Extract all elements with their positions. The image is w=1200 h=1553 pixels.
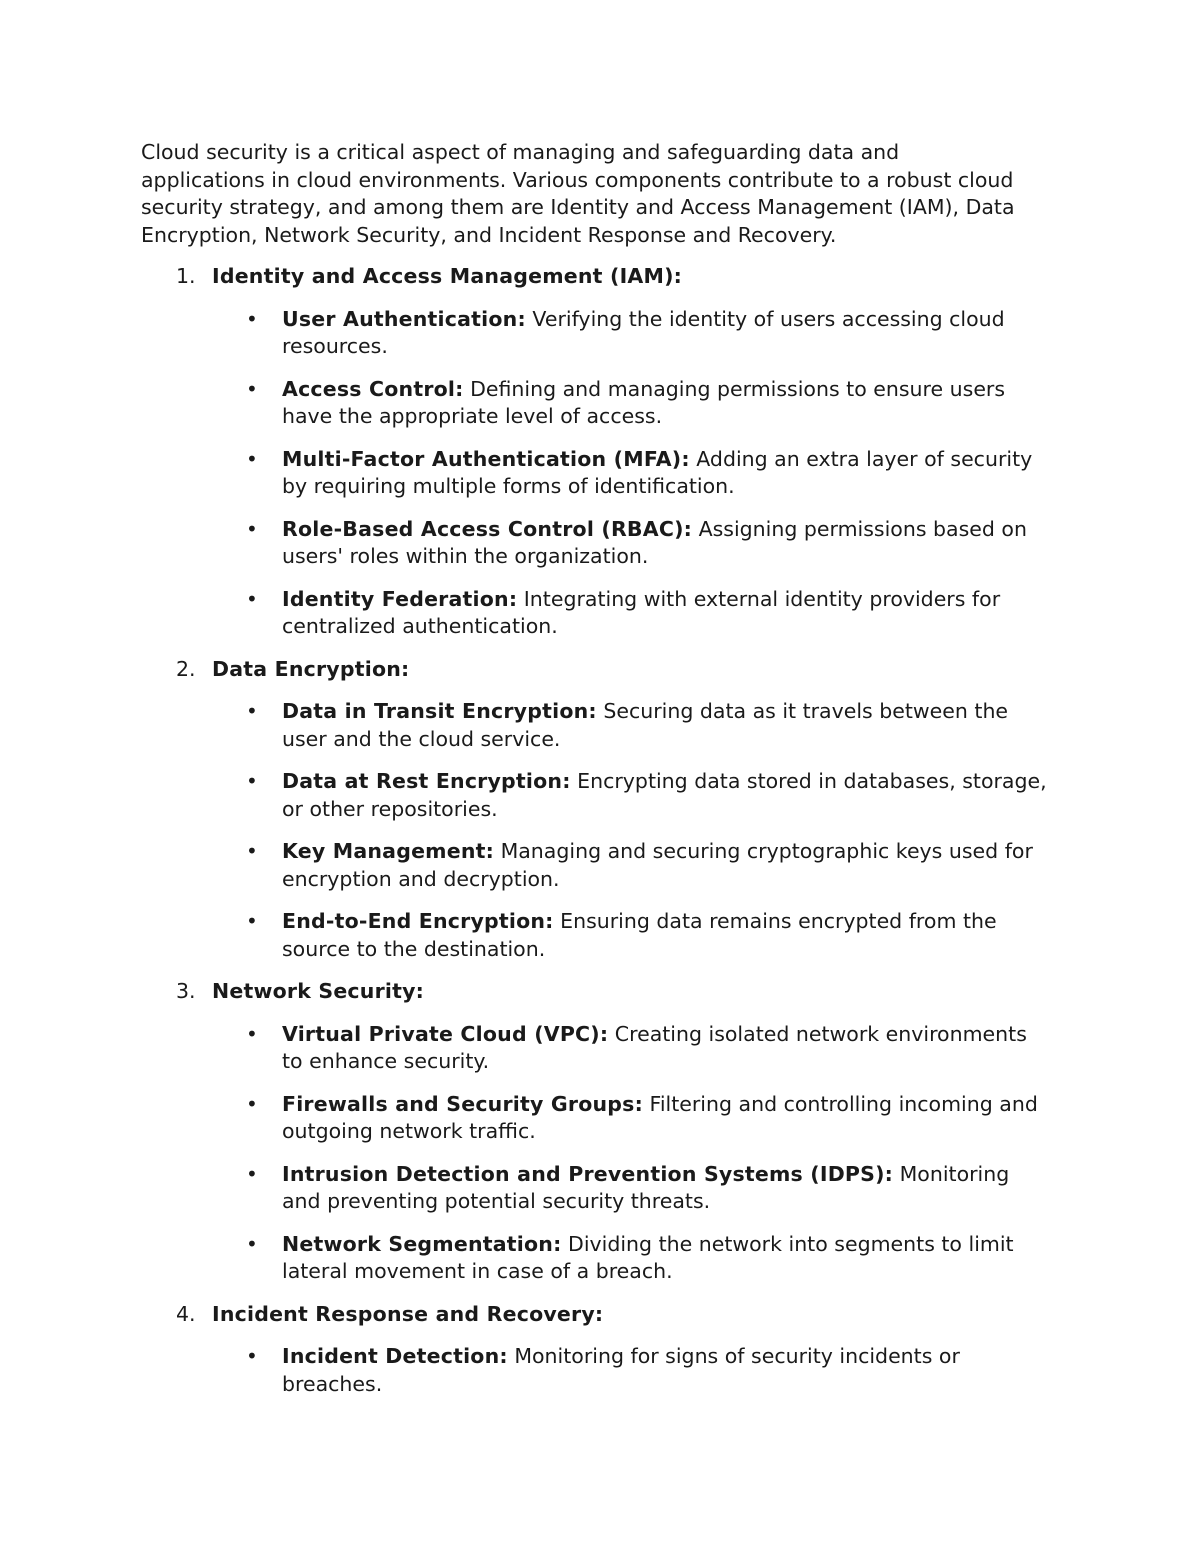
item-description: Managing and securing cryptographic keys used for encryption and decryption. [282, 839, 1033, 891]
bullet-icon: • [246, 586, 258, 611]
bullet-icon: • [246, 376, 258, 401]
item-term: Multi-Factor Authentication (MFA): [282, 446, 690, 471]
item-description: Ensuring data remains encrypted from the source to the destination. [282, 909, 997, 961]
section-number: 1. [176, 264, 196, 288]
section-number: 2. [176, 656, 196, 681]
bullet-icon: • [246, 1021, 258, 1046]
bullet-list [212, 1021, 1061, 1286]
section-number: 4. [176, 1301, 196, 1326]
item-description: Assigning permissions based on users' roles within the organization. [282, 516, 1027, 568]
list-item [212, 586, 1052, 641]
item-term: Virtual Private Cloud (VPC): [282, 1021, 609, 1046]
list-item [212, 1161, 1052, 1216]
item-term: Incident Detection: [282, 1344, 508, 1368]
bullet-icon: • [246, 1231, 258, 1256]
list-item [212, 516, 1052, 571]
item-description: Monitoring for signs of security incidents or breaches. [282, 1344, 960, 1396]
bullet-icon: • [246, 699, 258, 723]
item-term: Role-Based Access Control (RBAC): [282, 516, 693, 541]
item-description: Filtering and controlling incoming and outgoing network traffic. [282, 1091, 1038, 1143]
item-description: Encrypting data stored in databases, storage, or other repositories. [282, 769, 1047, 821]
section-incident-response [141, 1301, 1061, 1399]
item-description: Verifying the identity of users accessing cloud resources. [282, 306, 1005, 358]
section-title: Incident Response and Recovery: [212, 1301, 604, 1326]
bullet-icon: • [246, 306, 258, 331]
section-network-security [141, 978, 1061, 1286]
list-item [212, 376, 1052, 431]
item-term: Access Control: [282, 376, 464, 401]
section-list [141, 263, 1061, 1398]
section-data-encryption [141, 656, 1061, 964]
item-term: Network Segmentation: [282, 1231, 562, 1256]
item-description: Creating isolated network environments to enhance security. [282, 1021, 1027, 1073]
section-number: 3. [176, 979, 196, 1003]
item-term: Intrusion Detection and Prevention Systems (IDPS): [282, 1161, 894, 1186]
bullet-icon: • [246, 909, 258, 933]
item-description: Dividing the network into segments to limit lateral movement in case of a breach. [282, 1231, 1014, 1283]
list-item [212, 1343, 1052, 1398]
list-item [212, 306, 1052, 361]
list-item [212, 908, 1052, 963]
bullet-icon: • [246, 839, 258, 863]
bullet-icon: • [246, 1344, 258, 1368]
item-term: Firewalls and Security Groups: [282, 1091, 643, 1116]
bullet-icon: • [246, 1091, 258, 1116]
section-title: Data Encryption: [212, 656, 410, 681]
list-item [212, 1091, 1052, 1146]
item-description: Adding an extra layer of security by requiring multiple forms of identification. [282, 446, 1033, 498]
bullet-icon: • [246, 769, 258, 793]
list-item [212, 698, 1052, 753]
list-item [212, 1021, 1052, 1076]
item-description: Monitoring and preventing potential security threats. [282, 1161, 1010, 1213]
list-item [212, 768, 1052, 823]
bullet-icon: • [246, 1161, 258, 1186]
item-term: Key Management: [282, 839, 495, 863]
item-description: Securing data as it travels between the user and the cloud service. [282, 699, 1009, 751]
item-description: Integrating with external identity providers for centralized authentication. [282, 586, 1001, 638]
bullet-list [212, 1343, 1061, 1398]
item-term: Data at Rest Encryption: [282, 769, 571, 793]
item-term: Identity Federation: [282, 586, 518, 611]
section-iam [141, 263, 1061, 641]
item-term: User Authentication: [282, 306, 526, 331]
item-description: Defining and managing permissions to ensure users have the appropriate level of access. [282, 376, 1006, 428]
bullet-icon: • [246, 446, 258, 471]
document-page [141, 139, 1061, 1413]
item-term: End-to-End Encryption: [282, 909, 554, 933]
list-item [212, 446, 1052, 501]
bullet-list [212, 698, 1061, 963]
intro-paragraph: Cloud security is a critical aspect of managing and safeguarding data and applications in cloud environments. Various components contribute to a robust cloud security strategy, and among them are Identity and Access Management (IAM), Data Encryption, Network Security, and Incident Response and Recovery. [141, 140, 1015, 247]
bullet-list [212, 306, 1061, 641]
item-term: Data in Transit Encryption: [282, 699, 597, 723]
bullet-icon: • [246, 516, 258, 541]
list-item [212, 838, 1052, 893]
list-item [212, 1231, 1052, 1286]
section-title: Identity and Access Management (IAM): [212, 264, 683, 288]
section-title: Network Security: [212, 979, 425, 1003]
